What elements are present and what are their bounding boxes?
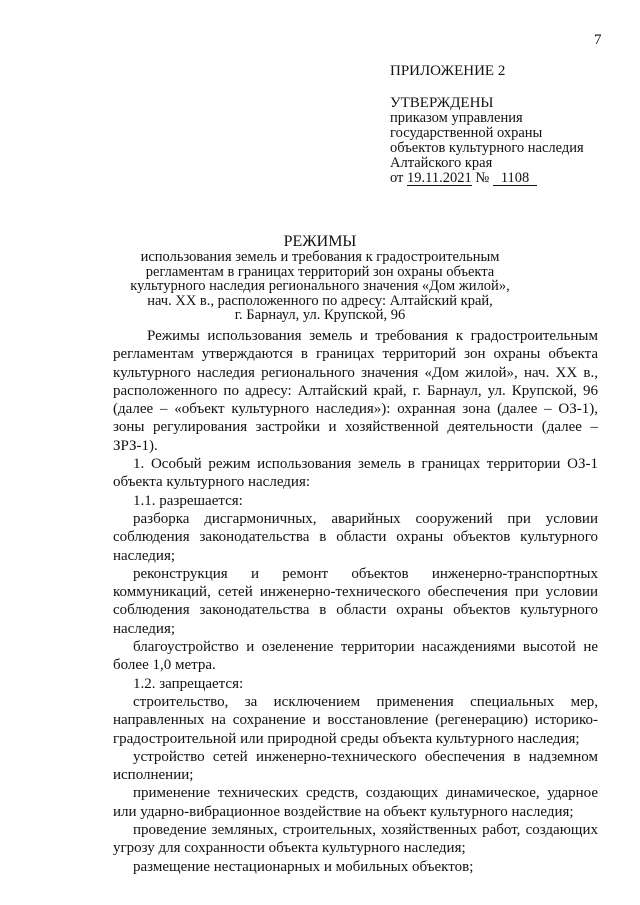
approval-number: 1108 [493,171,537,186]
page-number: 7 [594,32,602,48]
intro-paragraph: Режимы использования земель и требования к градостроительным регламентам утверждаются в границах территорий зон охраны объекта культурного наследия регионального значения «Дом жилой», нач. XX в., расположенного по адресу: Алтайский край, г. Барнаул, ул. Крупской, 96 (далее – «объект культурного наследия»): охранная зона (далее – ОЗ-1), зоны регулирования застройки и хозяйственной деятельности (далее – ЗРЗ-1). [113,328,598,454]
list-item: устройство сетей инженерно-технического обеспечения в надземном исполнении; [113,748,598,784]
approval-line: Алтайского края [390,155,493,171]
subtitle-line: регламентам в границах территорий зон охраны объекта [145,263,495,280]
number-sign: № [475,170,490,186]
subsection-heading: 1.2. запрещается: [133,675,244,692]
document-title: РЕЖИМЫ [283,233,357,250]
approval-title: УТВЕРЖДЕНЫ [390,95,494,111]
list-item: разборка дисгармоничных, аварийных сооружений при условии соблюдения законодательства в области охраны объектов культурного наследия; [113,510,598,564]
list-item: размещение нестационарных и мобильных объектов; [133,858,474,875]
list-item: проведение земляных, строительных, хозяйственных работ, создающих угрозу для сохранности объекта культурного наследия; [113,822,598,857]
date-prefix: от [390,170,404,186]
section-heading: 1. Особый режим использования земель в границах территории ОЗ-1 объекта культурного наследия: [113,456,598,491]
appendix-label: ПРИЛОЖЕНИЕ 2 [390,63,506,79]
title-block [0,233,640,323]
approval-block [390,96,584,186]
approval-line: приказом управления [390,110,523,126]
subtitle-line: нач. XX в., расположенного по адресу: Алтайский край, [147,292,493,309]
subsection-heading: 1.1. разрешается: [133,492,243,509]
subtitle-line: культурного наследия регионального значения «Дом жилой», [130,278,510,294]
approval-date: 19.11.2021 [407,170,472,186]
list-item: реконструкция и ремонт объектов инженерно-транспортных коммуникаций, сетей инженерно-технического обеспечения при условии соблюдения законодательства в области охраны объектов культурного наследия; [113,565,598,637]
list-item: строительство, за исключением применения специальных мер, направленных на сохранение и восстановление (регенерацию) историко-градостроительной или природной среды объекта культурного наследия; [113,693,598,747]
list-item: благоустройство и озеленение территории насаждениями высотой не более 1,0 метра. [113,639,598,674]
subtitle-line: использования земель и требования к градостроительным [140,249,500,265]
subtitle-line: г. Барнаул, ул. Крупской, 96 [234,307,406,323]
list-item: применение технических средств, создающих динамическое, ударное или ударно-вибрационное воздействие на объект культурного наследия; [113,785,598,820]
approval-line: государственной охраны [390,125,543,141]
approval-line: объектов культурного наследия [390,140,584,156]
document-body [113,327,598,876]
approval-date-line [390,171,584,186]
